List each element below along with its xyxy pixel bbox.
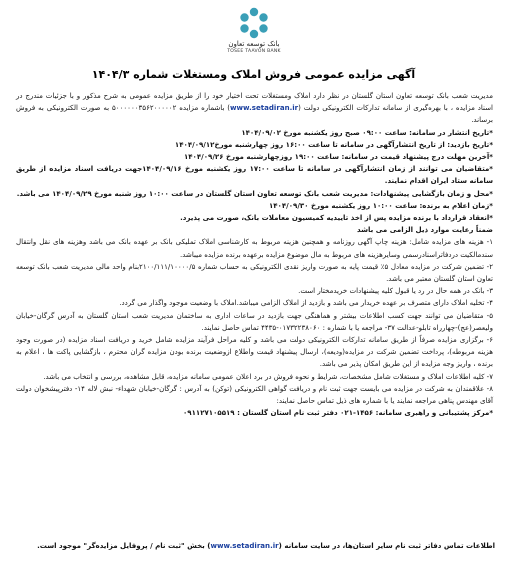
footer-setad-link[interactable]: www.setadiran.ir xyxy=(210,541,279,550)
footer-note xyxy=(12,540,495,552)
condition-item: ۷- کلیه اطلاعات املاک و مستغلات شامل مشخصات، شرایط و نحوه فروش در برد اعلان عمومی سامانه مزایده، قابل مشاهده، بررسی و انتخاب می باشد. xyxy=(43,371,493,381)
date-line: *تاریخ انتشار در سامانه: ساعت ۰۹:۰۰ صبح روز یکشنبه مورخ ۱۴۰۴/۰۹/۰۲ xyxy=(241,127,493,137)
bank-name-fa: بانک توسعه تعاون xyxy=(228,40,280,48)
date-line: *زمان اعلام به برنده: ساعت ۱۰:۰۰ روز یکشنبه مورخ ۱۴۰۴/۰۹/۳۰ xyxy=(268,200,493,210)
footer-text-2: ) بخش "ثبت نام / پروفایل مزایده‌گر" موجود است. xyxy=(37,541,211,550)
intro-text-1: مدیریت شعب بانک توسعه تعاون استان گلستان در نظر دارد املاک ومستغلات تحت اختیار خود را از طریق مزایده عمومی به شرح مذکور و با جزئیات مندرج در اسناد مزایده ، با بهره‌گیری از سامانه تدارکات الکترونیکی دولت ( xyxy=(16,91,493,113)
bank-logo xyxy=(219,6,289,64)
condition-item: ۳- بانک در همه حال در رد یا قبول کلیه پیشنهادات خریدمختار است. xyxy=(298,286,493,296)
intro-text-2: ) باشماره مزایده ۵۰۰۰۰۰۰۳۵۶۲۰۰۰۰۰۲ به صورت الکترونیکی به فروش برساند. xyxy=(16,103,493,125)
bank-name-en: TOSEE TAAVON BANK xyxy=(227,49,281,54)
announcement-body xyxy=(16,90,493,419)
bank-logo-icon xyxy=(237,6,271,40)
condition-item: ۶- برگزاری مزایده صرفاً از طریق سامانه تدارکات الکترونیکی دولت می باشد و کلیه مراحل فرآیند مزایده شامل خرید و دریافت اسناد مزایده (در صورت وجود هزینه مربوطه)، پرداخت تضمین شرکت در مزایده(ودیعه)، ارسال پیشنهاد قیمت واطلاع ازوضعیت برنده بودن مزایده گران محترم ، بازگشایی پاکت ها ، اعلام به برنده ، واریز وجه مزایده از این طریق امکان پذیر می باشد. xyxy=(16,335,493,369)
conditions-heading: ضمناً رعایت موارد ذیل الزامی می باشد xyxy=(357,225,493,235)
date-line: *انعقاد قرارداد با برنده مزایده پس از اخذ تاییدیه کمیسیون معاملات بانک، صورت می پذیرد. xyxy=(180,213,493,223)
date-line: *تاریخ بازدید: از تاریخ انتشارآگهی در سامانه تا ساعت ۱۶:۰۰ روز چهارشنبه مورخ۱۴۰۴/۰۹/۱۲ xyxy=(174,139,493,149)
setad-link[interactable]: www.setadiran.ir xyxy=(230,103,299,113)
condition-item: ۸- علاقمندان به شرکت در مزایده می بایست جهت ثبت نام و دریافت گواهی الکترونیکی (توکن) به آدرس : گرگان-خیابان شهداء- نبش لاله ۱۴- دفترپیشخوان دولت آقای مهندس پناهی مراجعه نمایند یا با شماره های ذیل تماس حاصل نمایند: xyxy=(16,383,493,406)
intro-paragraph xyxy=(16,90,493,127)
date-line: *محل و زمان بازگشایی پیشنهادات: مدیریت شعب بانک توسعه تعاون استان گلستان در ساعت ۱۰:۰۰ روز شنبه مورخ ۱۴۰۴/۰۹/۲۹ می باشد. xyxy=(16,188,493,198)
condition-item: ۲- تضمین شرکت در مزایده معادل ۵٪ قیمت پایه به صورت واریز نقدی الکترونیکی به حساب شماره ۲۱۰۰/۱۱۱/۱۰۰۰۰/۵بنام واحد مالی مدیریت شعب بانک توسعه تعاون استان گلستان معتبر می باشد. xyxy=(16,261,494,284)
date-line: *آخرین مهلت درج پیشنهاد قیمت در سامانه: ساعت ۱۹:۰۰ روزچهارشنبه مورخ ۱۴۰۴/۰۹/۲۶ xyxy=(183,152,493,162)
page-title: آگهی مزایده عمومی فروش املاک ومستغلات شماره ۱۴۰۴/۳ xyxy=(91,68,416,81)
condition-item: ۴- تخلیه املاک دارای متصرف بر عهده خریدار می باشد و بازدید از املاک الزامی میباشد.املاک با وضعیت موجود واگذار می گردد. xyxy=(119,298,493,308)
condition-item: ۱- هزینه های مزایده شامل: هزینه چاپ آگهی روزنامه و همچنین هزینه مربوط به کارشناسی املاک تملیکی بانک بر عهده بانک می باشد وهزینه های نقل وانتقال سندمالکیت درد‌فاتراسنادرسمی وسایرهزینه های مربوط به مال موضوع مزایده برعهده برنده مزایده میباشد. xyxy=(16,237,493,259)
support-contacts: *مرکز پشتیبانی و راهبری سامانه: ۱۴۵۶-۰۲۱ دفتر ثبت نام استان گلستان : ۰۹۱۱۲۷۱۰۵۵۱۹ xyxy=(182,408,493,418)
date-line: *متقاضیان می توانند از زمان انتشارآگهی در سامانه تا ساعت ۱۷:۰۰ روز یکشنبه مورخ ۱۴۰۴/۰۹/۱۶جهت دریافت اسناد مزایده از طریق سامانه ستاد ایران اقدام نمایند. xyxy=(16,164,493,186)
footer-text-1: اطلاعات تماس دفاتر ثبت نام سایر استان‌ها، در سایت سامانه ( xyxy=(278,541,495,550)
condition-item: ۵- متقاضیان می توانند جهت کسب اطلاعات بیشتر و هماهنگی جهت بازدید در ساعات اداری به ساختمان مدیریت شعب استان گلستان به آدرس گرگان-خیابان ولیعصر(عج)-چهارراه تابلو-عدالت ۳۷- مراجعه یا با شماره : ۰۱۷۳۲۲۳۸۰۶۰-۴۴۳۵ تماس حاصل نمایند. xyxy=(16,310,493,332)
